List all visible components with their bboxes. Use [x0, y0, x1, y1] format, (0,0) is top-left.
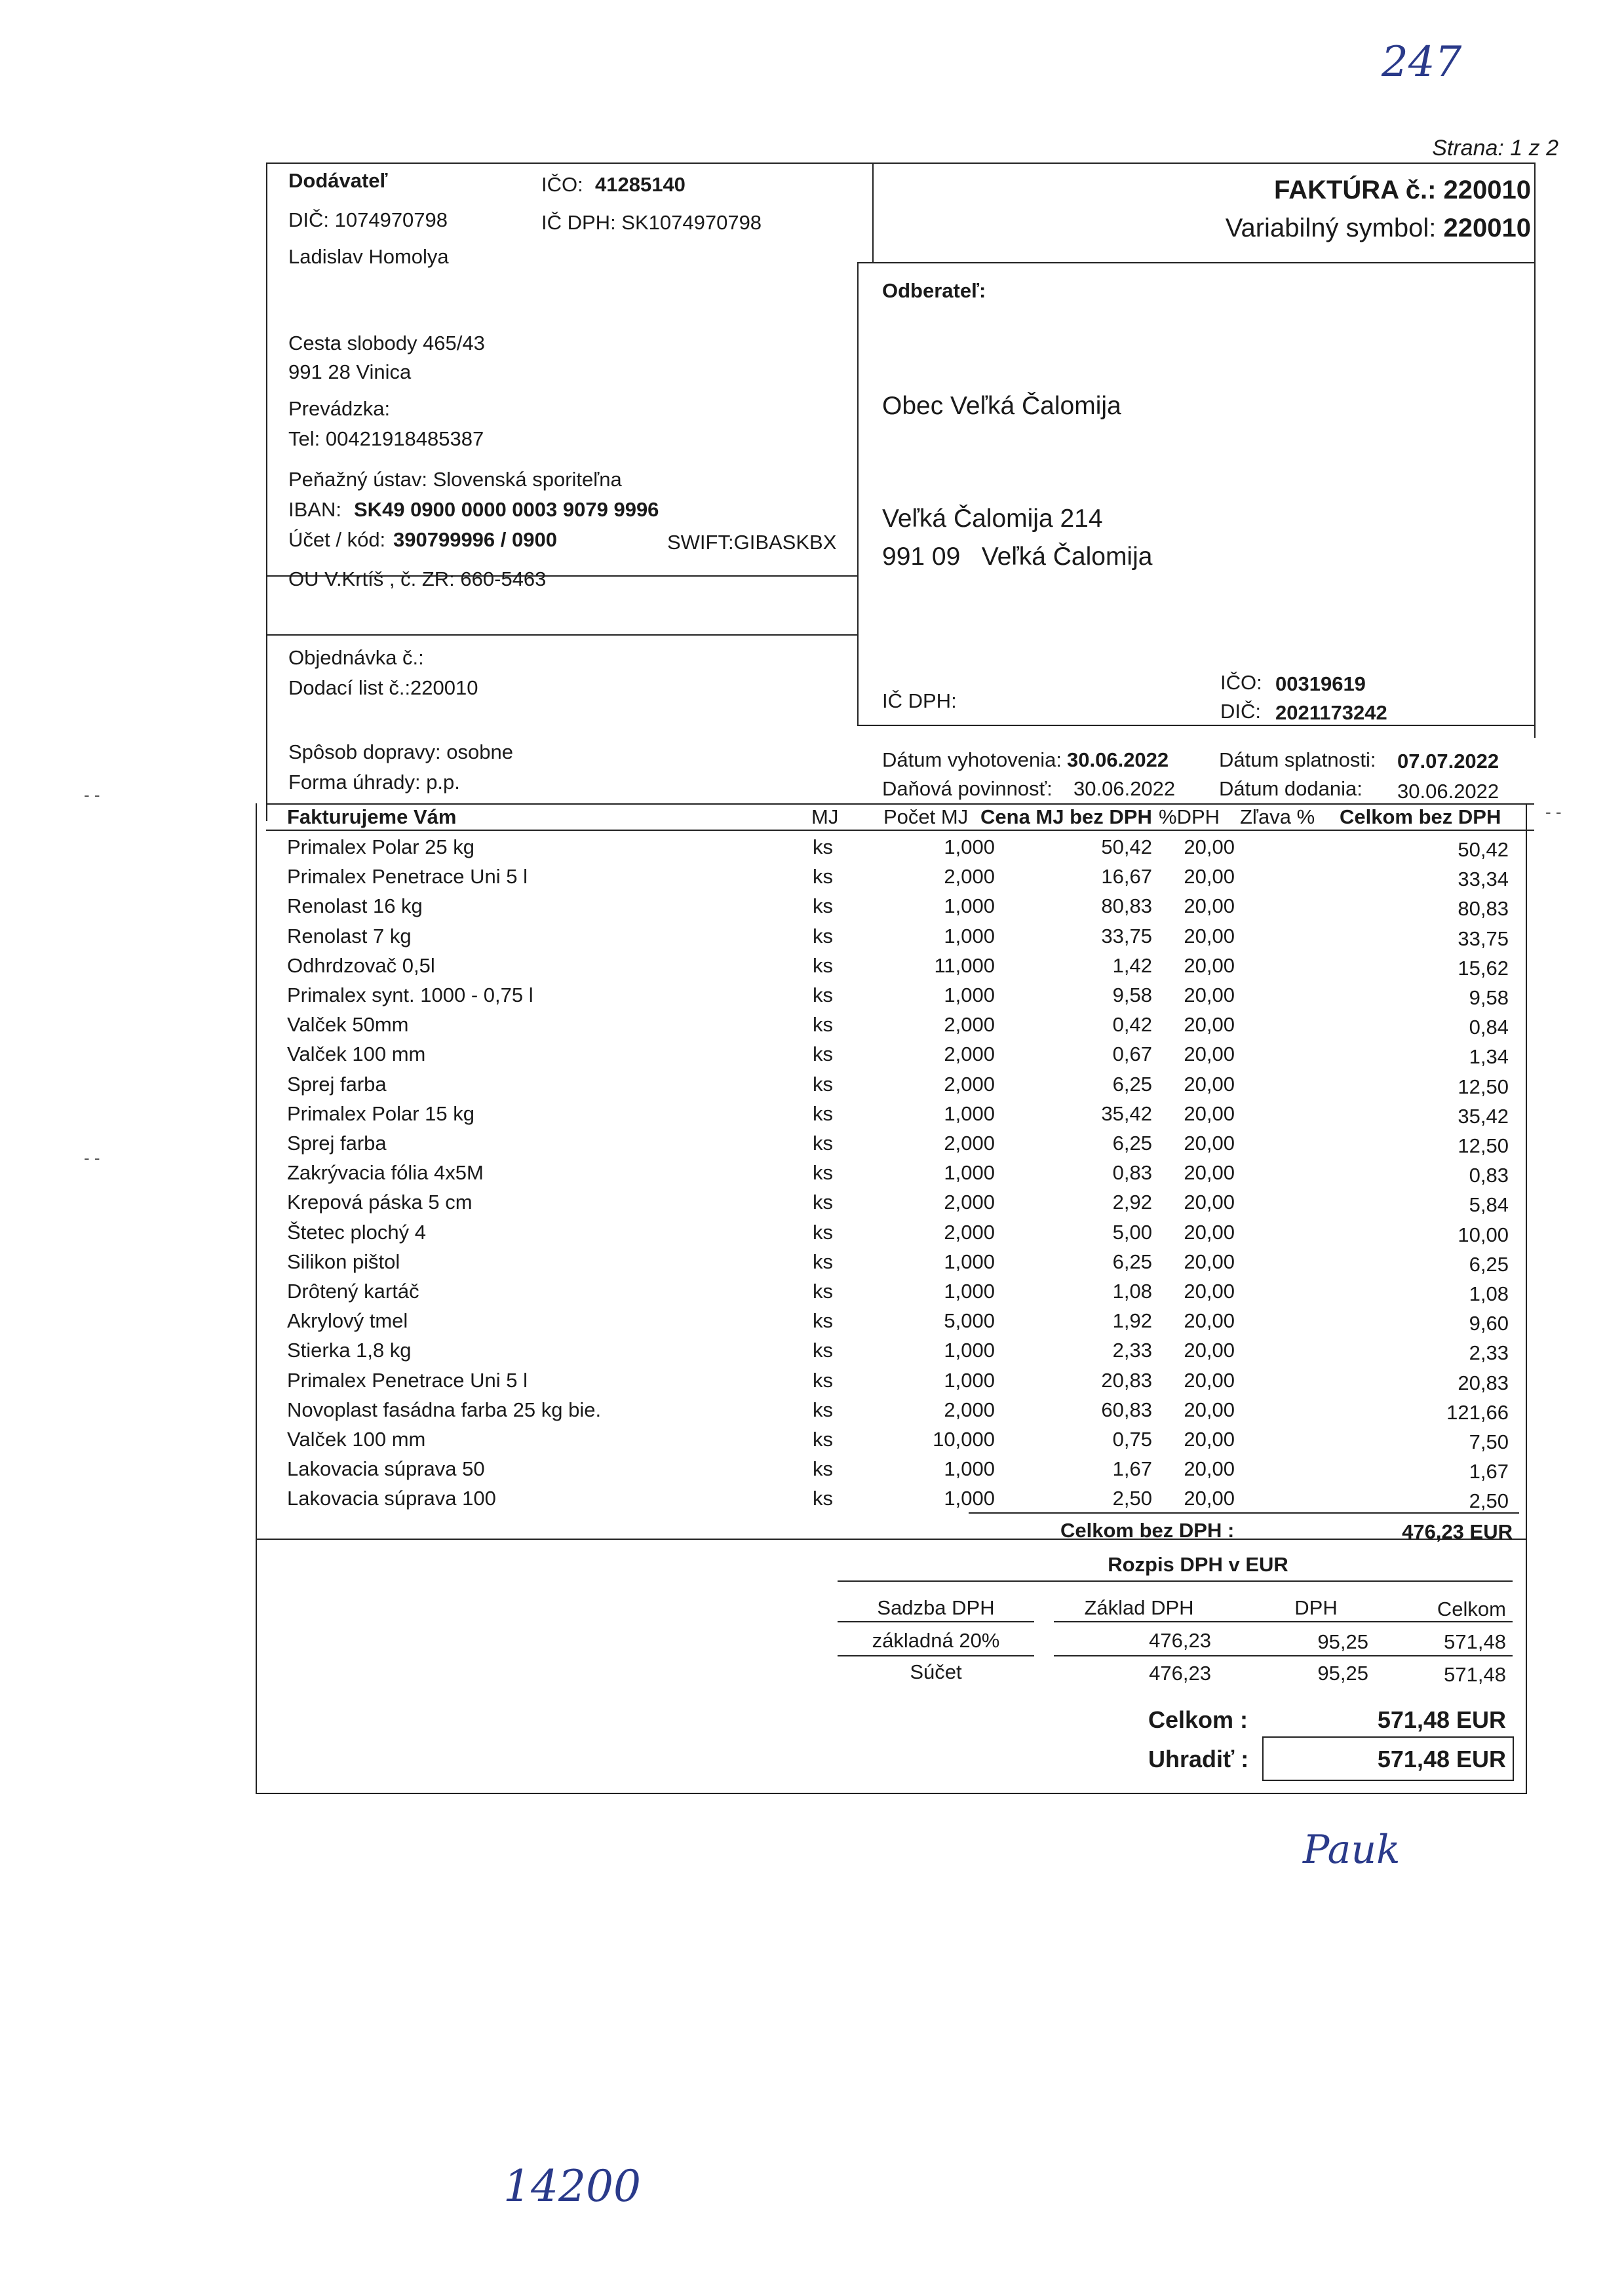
vat-row-total: 571,48 — [1444, 1630, 1506, 1653]
item-unit: ks — [813, 1398, 833, 1421]
supplier-registry: OU V.Krtíš , č. ZR: 660-5463 — [288, 567, 547, 590]
item-qty: 5,000 — [944, 1309, 995, 1333]
table-row — [18, 921, 1604, 951]
item-qty: 2,000 — [944, 1220, 995, 1244]
item-price: 1,42 — [1112, 953, 1152, 977]
item-unit: ks — [813, 1457, 833, 1481]
item-vat: 20,00 — [1184, 1428, 1235, 1451]
item-unit: ks — [813, 894, 833, 918]
page-label: Strana: 1 z 2 — [1432, 136, 1558, 161]
handwritten-signature: Pauk — [1303, 1827, 1401, 1873]
item-vat: 20,00 — [1184, 1398, 1235, 1421]
vat-sum-vat: 95,25 — [1317, 1662, 1368, 1685]
table-row — [18, 832, 1604, 862]
item-unit: ks — [813, 984, 833, 1006]
item-vat: 20,00 — [1184, 1161, 1235, 1185]
item-price: 2,33 — [1112, 1339, 1152, 1362]
supplier-street: Cesta slobody 465/43 — [288, 332, 485, 354]
item-qty: 2,000 — [944, 1043, 995, 1066]
item-name: Primalex Polar 25 kg — [287, 835, 475, 858]
vat-row-vat: 95,25 — [1317, 1630, 1368, 1653]
item-vat: 20,00 — [1184, 1132, 1235, 1155]
item-total: 35,42 — [1458, 1104, 1509, 1128]
grand-total-label: Celkom : — [1148, 1706, 1248, 1733]
item-unit: ks — [813, 1161, 833, 1185]
item-total: 10,00 — [1458, 1223, 1509, 1246]
table-row — [18, 1276, 1604, 1307]
supplier-dic: DIČ: 1074970798 — [288, 208, 448, 231]
header-unit: MJ — [811, 805, 839, 828]
due-date-label: Dátum splatnosti: — [1219, 748, 1376, 771]
item-price: 50,42 — [1101, 835, 1152, 858]
amount-due-value: 571,48 EUR — [1377, 1746, 1506, 1772]
margin-mark: - - — [1545, 802, 1562, 822]
subtotal-value: 476,23 EUR — [1402, 1520, 1513, 1543]
delivery-date: 30.06.2022 — [1397, 780, 1499, 803]
margin-mark: - - — [84, 1148, 100, 1168]
table-bottom-border — [256, 1793, 1527, 1794]
vat-row-base: 476,23 — [1149, 1629, 1211, 1652]
item-qty: 1,000 — [944, 835, 995, 858]
item-qty: 1,000 — [944, 1101, 995, 1125]
item-vat: 20,00 — [1184, 1487, 1235, 1510]
item-total: 80,83 — [1458, 897, 1509, 921]
variable-symbol-value: 220010 — [1443, 214, 1531, 242]
item-vat: 20,00 — [1184, 1339, 1235, 1362]
item-vat: 20,00 — [1184, 1220, 1235, 1244]
item-price: 6,25 — [1112, 1250, 1152, 1273]
item-vat: 20,00 — [1184, 894, 1235, 918]
table-header — [18, 802, 1604, 832]
customer-dic-label: DIČ: — [1220, 700, 1261, 723]
item-name: Primalex Penetrace Uni 5 l — [287, 1368, 528, 1392]
item-name: Sprej farba — [287, 1132, 387, 1155]
item-qty: 1,000 — [944, 984, 995, 1006]
variable-symbol-label: Variabilný symbol: — [1225, 214, 1437, 242]
issue-date-label: Dátum vyhotovenia: — [882, 748, 1062, 771]
item-unit: ks — [813, 1132, 833, 1155]
order-number: Objednávka č.: — [288, 646, 424, 669]
vat-sum-total: 571,48 — [1444, 1663, 1506, 1686]
item-total: 12,50 — [1458, 1075, 1509, 1098]
customer-name: Obec Veľká Čalomija — [882, 392, 1121, 420]
supplier-ic-dph: IČ DPH: SK1074970798 — [541, 211, 762, 234]
item-unit: ks — [813, 1220, 833, 1244]
customer-street: Veľká Čalomija 214 — [882, 505, 1103, 533]
subtotal-label: Celkom bez DPH : — [1060, 1519, 1235, 1542]
item-unit: ks — [813, 1428, 833, 1451]
item-name: Valček 50mm — [287, 1013, 409, 1037]
table-row — [18, 1099, 1604, 1129]
table-row — [18, 1306, 1604, 1336]
vat-row-rate: základná 20% — [872, 1629, 1000, 1652]
item-price: 0,67 — [1112, 1043, 1152, 1066]
item-price: 6,25 — [1112, 1132, 1152, 1155]
item-qty: 1,000 — [944, 894, 995, 918]
item-total: 121,66 — [1446, 1400, 1509, 1424]
item-name: Krepová páska 5 cm — [287, 1191, 473, 1214]
item-qty: 2,000 — [944, 1013, 995, 1037]
invoice-page — [18, 18, 1604, 2278]
vat-summary-title: Rozpis DPH v EUR — [1108, 1553, 1288, 1576]
due-date: 07.07.2022 — [1397, 750, 1499, 773]
item-name: Valček 100 mm — [287, 1428, 426, 1451]
item-name: Silikon pištol — [287, 1250, 400, 1273]
item-name: Primalex synt. 1000 - 0,75 l — [287, 984, 533, 1006]
item-qty: 10,000 — [933, 1428, 995, 1451]
item-vat: 20,00 — [1184, 1191, 1235, 1214]
item-unit: ks — [813, 1309, 833, 1333]
item-price: 2,50 — [1112, 1487, 1152, 1510]
item-total: 33,34 — [1458, 868, 1509, 891]
item-price: 9,58 — [1112, 984, 1152, 1006]
order-top-border — [266, 634, 857, 636]
vat-header-total: Celkom — [1437, 1598, 1506, 1620]
invoice-title — [1274, 176, 1531, 205]
item-qty: 1,000 — [944, 1457, 995, 1481]
table-row — [18, 1247, 1604, 1277]
item-vat: 20,00 — [1184, 984, 1235, 1006]
variable-symbol — [1226, 214, 1531, 243]
vat-line — [1054, 1655, 1513, 1656]
item-name: Akrylový tmel — [287, 1309, 408, 1333]
item-total: 1,08 — [1469, 1282, 1509, 1305]
item-price: 1,67 — [1112, 1457, 1152, 1481]
table-row — [18, 1128, 1604, 1158]
item-unit: ks — [813, 1043, 833, 1066]
item-price: 5,00 — [1112, 1220, 1152, 1244]
supplier-tel: Tel: 00421918485387 — [288, 427, 484, 450]
item-total: 1,34 — [1469, 1045, 1509, 1069]
item-price: 6,25 — [1112, 1072, 1152, 1096]
item-total: 9,60 — [1469, 1312, 1509, 1335]
item-vat: 20,00 — [1184, 1043, 1235, 1066]
item-price: 1,08 — [1112, 1280, 1152, 1303]
margin-mark: - - — [84, 785, 100, 805]
item-total: 20,83 — [1458, 1371, 1509, 1394]
item-total: 2,33 — [1469, 1341, 1509, 1365]
table-row — [18, 1069, 1604, 1100]
item-name: Drôtený kartáč — [287, 1280, 419, 1303]
delivery-note: Dodací list č.:220010 — [288, 676, 478, 699]
supplier-account-label: Účet / kód: — [288, 528, 386, 551]
supplier-heading: Dodávateľ — [288, 169, 388, 192]
tax-date-label: Daňová povinnosť: — [882, 777, 1053, 800]
item-name: Štetec plochý 4 — [287, 1220, 426, 1244]
item-qty: 1,000 — [944, 1487, 995, 1510]
supplier-iban: SK49 0900 0000 0003 9079 9996 — [354, 498, 659, 521]
handwritten-top-number: 247 — [1382, 38, 1462, 86]
table-row — [18, 980, 1604, 1010]
invoice-number: 220010 — [1443, 176, 1531, 204]
table-row — [18, 1010, 1604, 1040]
item-price: 80,83 — [1101, 894, 1152, 918]
table-row — [18, 1366, 1604, 1396]
item-name: Renolast 7 kg — [287, 924, 412, 947]
item-total: 0,83 — [1469, 1164, 1509, 1187]
item-total: 1,67 — [1469, 1460, 1509, 1483]
item-qty: 2,000 — [944, 1398, 995, 1421]
item-unit: ks — [813, 1101, 833, 1125]
item-total: 15,62 — [1458, 956, 1509, 980]
item-qty: 2,000 — [944, 865, 995, 889]
item-total: 5,84 — [1469, 1193, 1509, 1217]
issue-date: 30.06.2022 — [1067, 748, 1169, 771]
vat-summary-top-border — [838, 1580, 1513, 1582]
invoice-title-label: FAKTÚRA č.: — [1273, 176, 1437, 204]
item-total: 7,50 — [1469, 1430, 1509, 1453]
item-unit: ks — [813, 835, 833, 858]
supplier-right-border — [872, 163, 874, 262]
item-unit: ks — [813, 1487, 833, 1510]
item-qty: 2,000 — [944, 1132, 995, 1155]
vat-line — [838, 1621, 1034, 1622]
item-unit: ks — [813, 1368, 833, 1392]
item-price: 20,83 — [1101, 1368, 1152, 1392]
supplier-bank: Peňažný ústav: Slovenská sporiteľna — [288, 468, 622, 491]
vat-sum-label: Súčet — [910, 1660, 962, 1683]
item-name: Lakovacia súprava 50 — [287, 1457, 485, 1481]
item-unit: ks — [813, 1339, 833, 1362]
supplier-ico: 41285140 — [595, 173, 686, 196]
amount-due-label: Uhradiť : — [1148, 1746, 1249, 1772]
item-unit: ks — [813, 1191, 833, 1214]
item-unit: ks — [813, 865, 833, 889]
customer-heading: Odberateľ: — [882, 279, 986, 302]
customer-top-border — [857, 262, 1534, 263]
header-discount: Zľava % — [1240, 805, 1315, 828]
item-price: 0,75 — [1112, 1428, 1152, 1451]
customer-ic-dph: IČ DPH: — [882, 689, 957, 712]
vat-header-rate: Sadzba DPH — [877, 1596, 995, 1619]
header-top-border — [266, 163, 1534, 164]
header-total: Celkom bez DPH — [1340, 805, 1501, 828]
delivery-date-label: Dátum dodania: — [1219, 777, 1363, 800]
item-name: Sprej farba — [287, 1072, 387, 1096]
item-qty: 1,000 — [944, 1280, 995, 1303]
item-unit: ks — [813, 1250, 833, 1273]
table-items-end-border — [256, 1539, 1527, 1540]
item-qty: 11,000 — [934, 953, 995, 977]
table-row — [18, 891, 1604, 921]
item-unit: ks — [813, 924, 833, 947]
item-name: Valček 100 mm — [287, 1043, 426, 1066]
vat-sum-base: 476,23 — [1149, 1662, 1211, 1685]
customer-bottom-border — [857, 725, 1534, 726]
header-left-border — [266, 163, 267, 821]
item-total: 0,84 — [1469, 1016, 1509, 1039]
supplier-account: 390799996 / 0900 — [393, 528, 557, 551]
item-name: Zakrývacia fólia 4x5M — [287, 1161, 484, 1185]
item-qty: 1,000 — [944, 1250, 995, 1273]
table-row — [18, 1039, 1604, 1069]
item-unit: ks — [813, 1072, 833, 1096]
item-qty: 1,000 — [944, 924, 995, 947]
item-name: Lakovacia súprava 100 — [287, 1487, 496, 1510]
item-vat: 20,00 — [1184, 1280, 1235, 1303]
table-row — [18, 1217, 1604, 1248]
vat-header-base: Základ DPH — [1084, 1596, 1194, 1619]
item-total: 9,58 — [1469, 986, 1509, 1009]
customer-ico-label: IČO: — [1220, 671, 1262, 694]
item-name: Novoplast fasádna farba 25 kg bie. — [287, 1398, 602, 1421]
vat-line — [1054, 1621, 1513, 1622]
customer-left-border — [857, 262, 859, 725]
item-price: 2,92 — [1112, 1191, 1152, 1214]
supplier-city: 991 28 Vinica — [288, 360, 412, 383]
item-qty: 2,000 — [944, 1072, 995, 1096]
item-price: 1,92 — [1112, 1309, 1152, 1333]
item-qty: 1,000 — [944, 1339, 995, 1362]
vat-header-vat: DPH — [1294, 1596, 1338, 1619]
table-row — [18, 1395, 1604, 1425]
item-vat: 20,00 — [1184, 865, 1235, 889]
grand-total-value: 571,48 EUR — [1377, 1706, 1506, 1733]
customer-city: 991 09 Veľká Čalomija — [882, 543, 1153, 571]
table-row — [18, 1425, 1604, 1455]
tax-date: 30.06.2022 — [1073, 777, 1176, 800]
handwritten-bottom-number: 14200 — [503, 2161, 641, 2211]
header-qty: Počet MJ — [883, 805, 969, 828]
table-row — [18, 1187, 1604, 1217]
customer-dic: 2021173242 — [1275, 701, 1387, 724]
header-right-border — [1534, 163, 1536, 738]
table-row — [18, 1483, 1604, 1514]
item-price: 0,83 — [1112, 1161, 1152, 1185]
transport-method: Spôsob dopravy: osobne — [288, 740, 513, 763]
item-total: 2,50 — [1469, 1489, 1509, 1513]
item-price: 60,83 — [1101, 1398, 1152, 1421]
item-name: Odhrdzovač 0,5l — [287, 953, 435, 977]
item-vat: 20,00 — [1184, 835, 1235, 858]
item-vat: 20,00 — [1184, 1072, 1235, 1096]
table-row — [18, 1335, 1604, 1366]
supplier-premises: Prevádzka: — [288, 397, 391, 420]
item-vat: 20,00 — [1184, 1250, 1235, 1273]
item-vat: 20,00 — [1184, 953, 1235, 977]
item-name: Renolast 16 kg — [287, 894, 423, 918]
item-total: 50,42 — [1458, 838, 1509, 861]
item-price: 33,75 — [1101, 924, 1152, 947]
customer-ico: 00319619 — [1275, 672, 1366, 695]
item-name: Stierka 1,8 kg — [287, 1339, 412, 1362]
item-unit: ks — [813, 1280, 833, 1303]
item-unit: ks — [813, 953, 833, 977]
supplier-ico-label: IČO: — [541, 173, 583, 196]
table-row — [18, 1454, 1604, 1484]
item-qty: 1,000 — [944, 1368, 995, 1392]
item-total: 12,50 — [1458, 1134, 1509, 1157]
item-unit: ks — [813, 1013, 833, 1037]
table-row — [18, 1158, 1604, 1188]
item-price: 0,42 — [1112, 1013, 1152, 1037]
item-name: Primalex Polar 15 kg — [287, 1101, 475, 1125]
supplier-swift: SWIFT:GIBASKBX — [667, 531, 837, 554]
item-vat: 20,00 — [1184, 924, 1235, 947]
item-vat: 20,00 — [1184, 1368, 1235, 1392]
item-price: 16,67 — [1101, 865, 1152, 889]
header-price: Cena MJ bez DPH — [980, 805, 1152, 828]
supplier-iban-label: IBAN: — [288, 498, 341, 521]
item-qty: 2,000 — [944, 1191, 995, 1214]
item-vat: 20,00 — [1184, 1013, 1235, 1037]
supplier-name: Ladislav Homolya — [288, 245, 449, 268]
header-vat: %DPH — [1159, 805, 1220, 828]
item-total: 33,75 — [1458, 927, 1509, 950]
table-row — [18, 951, 1604, 981]
vat-line — [838, 1655, 1034, 1656]
item-price: 35,42 — [1101, 1101, 1152, 1125]
item-total: 6,25 — [1469, 1252, 1509, 1276]
item-vat: 20,00 — [1184, 1457, 1235, 1481]
item-qty: 1,000 — [944, 1161, 995, 1185]
item-vat: 20,00 — [1184, 1101, 1235, 1125]
header-item: Fakturujeme Vám — [287, 805, 457, 828]
item-vat: 20,00 — [1184, 1309, 1235, 1333]
payment-method: Forma úhrady: p.p. — [288, 771, 460, 794]
table-row — [18, 862, 1604, 892]
item-name: Primalex Penetrace Uni 5 l — [287, 865, 528, 889]
